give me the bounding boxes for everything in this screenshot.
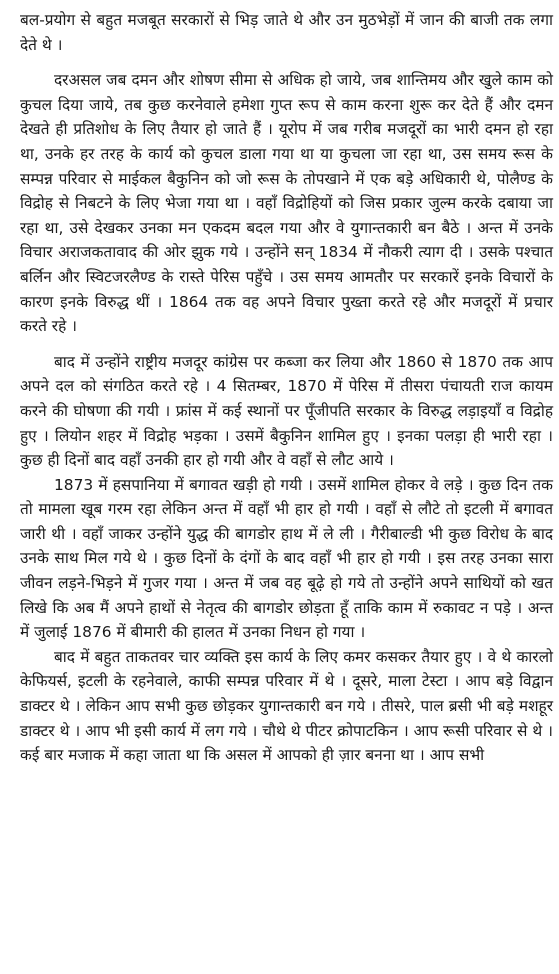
paragraph-repression-bakunin: दरअसल जब दमन और शोषण सीमा से अधिक हो जाये, जब शान्तिमय और खुले काम को कुचल दिया जाये, तब कुछ करनेवाले हमेशा गुप्त रूप से काम करना शुरू कर देते हैं और दमन देखते ही प्रतिशोध के लिए तैयार हो जाते हैं । यूरोप में जब गरीब मजदूरों का भारी दमन हो रहा था, उनके हर तरह के कार्य को कुचल डाला गया था या कुचला जा रहा था, उस समय रूस के सम्पन्न परिवार से माईकल बैकुनिन को जो रूस के तोपखाने में एक बड़े अधिकारी थे, पोलैण्ड के विद्रोह से निबटने के लिए भेजा गया था । वहाँ विद्रोहियों को जिस प्रकार जुल्म करके दबाया जा रहा था, उसे देखकर उनका मन एकदम बदल गया और वे युगान्तकारी बन बैठे । अन्त में उनके विचार अराजकतावाद की ओर झुक गये । उन्होंने सन् 1834 में नौकरी त्याग दी । उसके पश्चात बर्लिन और स्विटजरलैण्ड के रास्ते पेरिस पहुँचे । उस समय आमतौर पर सरकारें इनके विचारों के कारण इनके विरुद्ध थीं । 1864 तक वह अपने विचार पुख्ता करते रहे और मजदूरों में प्रचार करते रहे ।	[20, 71, 553, 336]
paragraph-continuation: बल-प्रयोग से बहुत मजबूत सरकारों से भिड़ जाते थे और उन मुठभेड़ों में जान की बाजी तक लगा देते थे ।	[20, 11, 553, 54]
paragraph-spain-italy: 1873 में हसपानिया में बगावत खड़ी हो गयी । उसमें शामिल होकर वे लड़े । कुछ दिन तक तो मामला खूब गरम रहा लेकिन अन्त में वहाँ भी हार हो गयी । वहाँ से लौटे तो इटली में बगावत जारी थी । वहाँ जाकर उन्होंने युद्ध की बागडोर हाथ में ले ली । गैरीबाल्डी भी कुछ विरोध के बाद उनके साथ मिल गये थे । कुछ दिनों के दंगों के बाद वहाँ भी हार हो गयी । इस तरह उनका सारा जीवन लड़ने-भिड़ने में गुजर गया । अन्त में जब वह बूढ़े हो गये तो उन्होंने अपने साथियों को खत लिखे कि अब मैं अपने हाथों से नेतृत्व की बागडोर छोड़ता हूँ ताकि काम में रुकावट न पड़े । अन्त में जुलाई 1876 में बीमारी की हालत में उनका निधन हो गया ।	[20, 475, 553, 642]
paragraph-four-revolutionaries: बाद में बहुत ताकतवर चार व्यक्ति इस कार्य के लिए कमर कसकर तैयार हुए । वे थे कारलो केफियर्स, इटली के रहनेवाले, काफी सम्पन्न परिवार में थे । दूसरे, माला टेस्टा । आप बड़े विद्वान डाक्टर थे । लेकिन आप सभी कुछ छोड़कर युगान्तकारी बन गये । तीसरे, पाल ब्रसी भी बड़े मशहूर डाक्टर थे । आप भी इसी कार्य में लग गये । चौथे थे पीटर क्रोपाटकिन । आप रूसी परिवार से थे । कई बार मजाक में कहा जाता था कि असल में आपको ही ज़ार बनना था । आप सभी	[20, 647, 553, 765]
paragraph-paris-commune: बाद में उन्होंने राष्ट्रीय मजदूर कांग्रेस पर कब्जा कर लिया और 1860 से 1870 तक आप अपने दल को संगठित करते रहे । 4 सितम्बर, 1870 में पेरिस में तीसरा पंचायती राज कायम करने की घोषणा की गयी । फ्रांस में कई स्थानों पर पूँजीपति सरकार के विरुद्ध लड़ाइयाँ व विद्रोह हुए । लियोन शहर में विद्रोह भड़का । उसमें बैकुनिन शामिल हुए । इनका पलड़ा ही भारी रहा । कुछ ही दिनों बाद वहाँ उनकी हार हो गयी और वे वहाँ से लौट आये ।	[20, 352, 553, 470]
